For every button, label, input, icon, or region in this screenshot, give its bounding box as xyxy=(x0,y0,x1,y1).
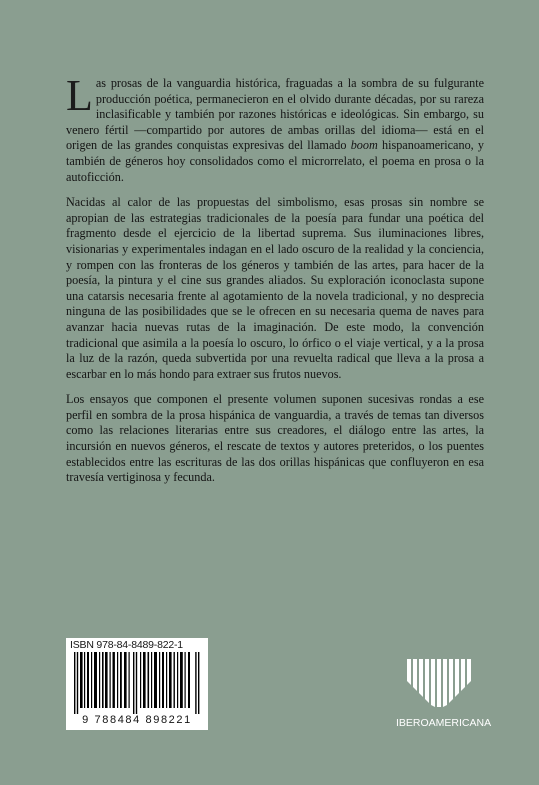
barcode-box xyxy=(66,638,208,730)
drop-cap: L xyxy=(66,71,93,120)
paragraph-1 xyxy=(66,71,484,185)
publisher-name: IBEROAMERICANA xyxy=(396,717,492,729)
paragraph-1-text: as prosas de la vanguardia histórica, fraguadas a la sombra de su fulgurante producción poética, permanecieron en el olvido durante décadas, por su rareza inclasificable y también por razones históricas e ideológicas. Sin embargo, su venero fértil —compartido por autores de ambas orillas del idioma— está en el origen de las grandes conquistas expresivas del llamado xyxy=(66,76,484,153)
paragraph-2: Nacidas al calor de las propuestas del simbolismo, esas prosas sin nombre se apropian de las estrategias tradicionales de la poesía para fundar una poética del fragmento desde el ejercicio de la libertad suprema. Sus iluminaciones libres, visionarias y experimentales indagan en el lado oscuro de la realidad y la conciencia, y rompen con las fronteras de los géneros y también de las artes, para hacer de la poesía, la pintura y el cine sus grandes aliados. Su exploración iconoclasta supone una catarsis necesaria frente al agotamiento de la novela tradicional, y no desprecia ninguna de las posibilidades que se le ofrecen en su necesaria quema de naves para avanzar hacia nuevas rutas de la imaginación. De este modo, la convención tradicional que asimila a la poesía lo oscuro, lo órfico o el viaje vertical, y a la prosa la luz de la razón, queda subvertida por una revuelta radical que lleva a la prosa a escarbar en lo más hondo para extraer sus frutos nuevos. xyxy=(66,195,484,381)
ean-digits: 9 788484 898221 xyxy=(82,714,192,726)
publisher-logo-icon xyxy=(407,659,473,707)
isbn-label: ISBN 978-84-8489-822-1 xyxy=(70,639,183,651)
back-cover-text xyxy=(66,71,484,486)
barcode-bars xyxy=(74,652,200,714)
paragraph-3: Los ensayos que componen el presente volumen suponen sucesivas rondas a ese perfil en sombra de la prosa hispánica de vanguardia, a través de temas tan diversos como las relaciones literarias entre sus creadores, el diálogo entre las artes, la incursión en nuevos géneros, el rescate de textos y autores preteridos, o los puentes establecidos entre las escrituras de las dos orillas hispánicas que confluyeron en esa travesía vertiginosa y fecunda. xyxy=(66,392,484,485)
italic-term: boom xyxy=(350,138,378,153)
paragraph-1-end: hispanoamericano, y también de géneros hoy consolidados como el microrrelato, el poema en prosa o la autoficción. xyxy=(66,138,484,184)
